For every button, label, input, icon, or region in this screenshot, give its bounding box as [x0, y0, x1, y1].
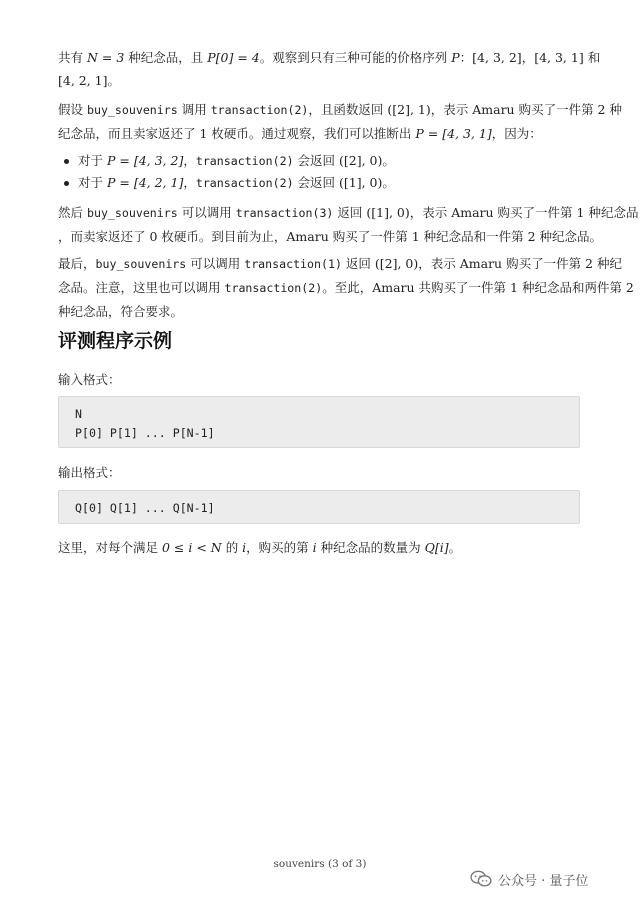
text: 对于	[78, 153, 107, 168]
inline-code: transaction(3)	[235, 206, 334, 220]
text: 。观察到只有三种可能的价格序列	[259, 50, 452, 65]
text: 。	[448, 540, 462, 555]
text: ，而卖家返还了 0 枚硬币。到目前为止，Amaru 购买了一件第 1 种纪念品和一件第 2 种纪念品。	[58, 229, 603, 244]
input-format-code-block	[58, 396, 580, 448]
paragraph-line	[58, 46, 601, 69]
text: 返回	[333, 205, 367, 220]
paragraph-transaction-3	[58, 201, 639, 248]
math-expression: P[0] = 4	[207, 50, 260, 65]
text: 会返回	[293, 175, 340, 190]
paragraph-line	[58, 69, 584, 92]
text: ，购买的第	[246, 540, 313, 555]
math-expression: ([1], 0)	[366, 205, 410, 220]
inline-code: transaction(2)	[224, 281, 323, 295]
math-expression: ([1], 0)	[339, 175, 383, 190]
section-heading: 评测程序示例	[58, 330, 173, 352]
math-expression: Q[i]	[424, 540, 449, 555]
math-expression: i	[242, 540, 247, 555]
text: 共有	[58, 50, 87, 65]
text: 种纪念品的数量为	[316, 540, 425, 555]
math-expression: i	[312, 540, 317, 555]
paragraph-line	[58, 201, 639, 225]
list-item	[58, 150, 395, 172]
paragraph-line	[58, 536, 584, 559]
text: ，	[183, 153, 196, 168]
text: 可以调用	[177, 205, 236, 220]
inline-code: transaction(2)	[195, 176, 294, 190]
text: 。	[107, 73, 121, 88]
output-format-label: 输出格式：	[58, 465, 121, 480]
text: ，且函数返回	[308, 102, 388, 117]
text: ，	[183, 175, 196, 190]
math-expression: P = [4, 3, 1]	[415, 126, 492, 141]
math-expression: [4, 3, 1]	[534, 50, 584, 65]
code-line: Q[0] Q[1] ... Q[N-1]	[75, 501, 215, 515]
watermark-text: 公众号 · 量子位	[498, 873, 589, 889]
paragraph-transaction-2	[58, 98, 622, 145]
list-item	[58, 172, 395, 194]
text: ，表示 Amaru 购买了一件第 2 种纪	[418, 256, 622, 271]
paragraph-line	[58, 98, 622, 122]
text: 这里，对每个满足	[58, 540, 162, 555]
text: 种纪念品，符合要求。	[58, 304, 184, 319]
code-line: N	[75, 407, 82, 421]
text: 最后，	[58, 256, 96, 271]
math-expression: ([2], 0)	[339, 153, 383, 168]
text: 调用	[177, 102, 211, 117]
paragraph-line	[58, 300, 584, 323]
inline-code: transaction(1)	[244, 257, 342, 271]
text: 。	[382, 153, 395, 168]
math-expression: P = [4, 2, 1]	[106, 175, 184, 190]
text: ，因为：	[491, 126, 542, 141]
paragraph-line	[58, 122, 584, 145]
text: ，	[521, 50, 535, 65]
wechat-icon	[470, 870, 492, 888]
inline-code: transaction(2)	[210, 103, 309, 117]
math-expression: ([2], 1)	[387, 102, 431, 117]
text: 。	[382, 175, 395, 190]
inline-code: transaction(2)	[195, 154, 294, 168]
inline-code: buy_souvenirs	[86, 206, 178, 220]
text: 和	[583, 50, 601, 65]
text: ：	[459, 50, 473, 65]
text: 。至此，Amaru 共购买了一件第 1 种纪念品和两件第 2	[322, 280, 634, 295]
text: 可以调用	[186, 256, 245, 271]
math-expression: P = [4, 3, 2]	[106, 153, 184, 168]
paragraph-transaction-1	[58, 252, 634, 323]
text: ，表示 Amaru 购买了一件第 1 种纪念品	[409, 205, 639, 220]
watermark	[470, 868, 588, 890]
text: 然后	[58, 205, 87, 220]
text: 对于	[78, 175, 107, 190]
text: 的	[221, 540, 243, 555]
output-format-code-block	[58, 490, 580, 524]
paragraph-line	[58, 225, 603, 248]
code-line: P[0] P[1] ... P[N-1]	[75, 426, 215, 440]
math-expression: P	[451, 50, 460, 65]
bullet-list	[58, 150, 395, 194]
text: ，表示 Amaru 购买了一件第 2 种	[430, 102, 622, 117]
math-expression: ([2], 0)	[374, 256, 419, 271]
text: 种纪念品，且	[124, 50, 208, 65]
math-expression: [4, 3, 2]	[472, 50, 522, 65]
text: 念品。注意，这里也可以调用	[58, 280, 225, 295]
text: 假设	[58, 102, 87, 117]
input-format-label: 输入格式：	[58, 372, 121, 387]
math-expression: [4, 2, 1]	[58, 73, 108, 88]
math-expression: N = 3	[86, 50, 125, 65]
paragraph-line	[58, 276, 634, 300]
paragraph-line	[58, 252, 622, 276]
page-footer: souvenirs (3 of 3)	[273, 858, 367, 870]
text: 返回	[341, 256, 375, 271]
paragraph-price-sequences	[58, 46, 601, 92]
inline-code: buy_souvenirs	[95, 257, 187, 271]
paragraph-output-meaning	[58, 536, 584, 559]
math-expression: 0 ≤ i < N	[161, 540, 222, 555]
inline-code: buy_souvenirs	[86, 103, 178, 117]
text: 纪念品，而且卖家返还了 1 枚硬币。通过观察，我们可以推断出	[58, 126, 416, 141]
text: 会返回	[293, 153, 340, 168]
